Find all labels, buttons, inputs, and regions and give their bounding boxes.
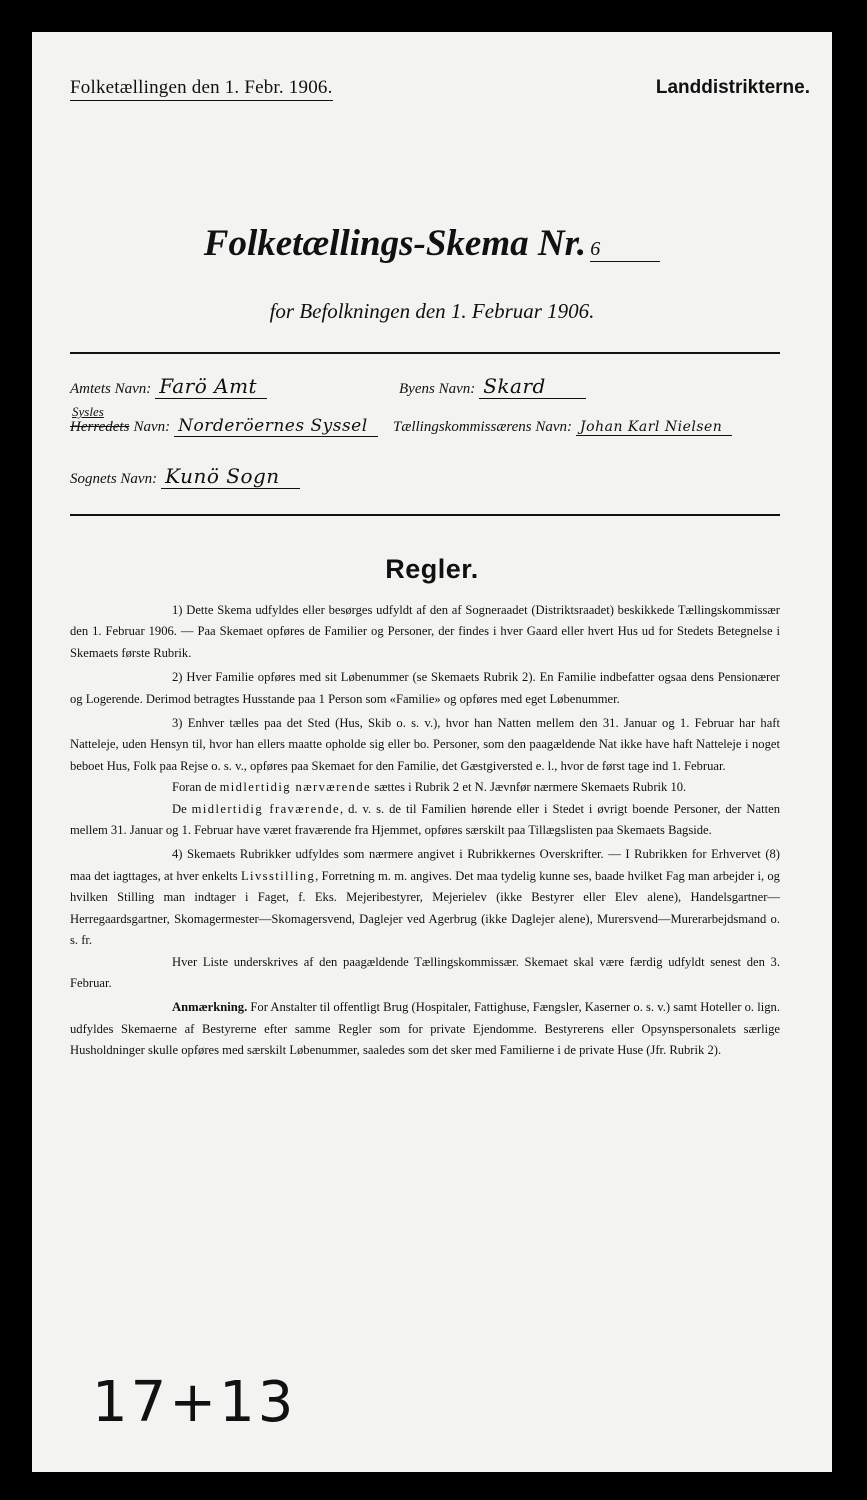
amt-label: Amtets Navn: xyxy=(70,381,152,397)
sogn-value: Kunö Sogn xyxy=(161,464,300,489)
herred-value: Norderöernes Syssel xyxy=(174,416,378,437)
herred-over-text: Sysles xyxy=(72,404,104,419)
rule-3: 3) Enhver tælles paa det Sted (Hus, Skib o. s. v.), hvor han Natten mellem den 31. Januar og 1. Februar har haft Natteleje, uden Hensyn til, hvor han ellers maatte opholde sig eller bo. Personer, som den paagældende Nat ikke have haft Natteleje i noget beboet Hus, Folk paa Rejse o. s. v., opføres paa Skemaet for den Familie, det Gæstgiversted e. l., hvor de først tage ind 1. Februar. xyxy=(70,716,780,773)
note-text: For Anstalter til offentligt Brug (Hospitaler, Fattighuse, Fængsler, Kaserner o. s. v.) samt Hoteller o. lign. udfyldes Skemaerne af Bestyrerne efter samme Regler som for private Ejendomme. Bestyrerens eller Opsynspersonalets særlige Husholdninger skulle opføres med særskilt Løbenummer, saaledes som det sker med Familierne i de private Huse (Jfr. Rubrik 2). xyxy=(70,1000,780,1058)
form-subtitle: for Befolkningen den 1. Februar 1906. xyxy=(269,299,595,323)
rule-4-spaced: Livsstilling xyxy=(240,868,316,883)
rule-4-pre: 4) Skemaets Rubrikker udfyldes som nærmere angivet i Rubrikkernes Overskrifter. — I Rubrikken for Erhvervet (8) maa det iagttages, at hver enkelts xyxy=(70,847,780,883)
rule-3c-post: , d. v. s. de til Familien hørende eller i Stedet i øvrigt boende Personer, der Natten mellem 31. Januar og 1. Februar have været fraværende fra Hjemmet, opføres særskilt paa Tillægslisten paa Skemaets Bagside. xyxy=(70,801,780,838)
herred-struck-label: Herredets xyxy=(70,419,130,435)
rule-3b-post: sættes i Rubrik 2 et N. Jævnfør nærmere Skemaets Rubrik 10. xyxy=(371,780,687,795)
rule-3b-spaced: midlertidig nærværende xyxy=(219,780,372,795)
by-value: Skard xyxy=(479,374,586,399)
kommissaer-value: Johan Karl Nielsen xyxy=(576,419,732,436)
rule-2: 2) Hver Familie opføres med sit Løbenummer (se Skemaets Rubrik 2). En Familie indbefatter ogsaa dens Pensionærer og Logerende. Derimod betragtes Husstande paa 1 Person som «Familie» og opføres med eget Løbenummer. xyxy=(70,670,780,706)
rule-3b xyxy=(70,777,780,798)
field-amt xyxy=(70,374,267,398)
divider-bottom xyxy=(70,514,780,516)
herred-label: Navn: xyxy=(133,419,171,435)
handwritten-tally: 17+13 xyxy=(92,1370,297,1435)
census-form-sheet xyxy=(32,32,832,1472)
rule-4b: Hver Liste underskrives af den paagældende Tællingskommissær. Skemaet skal være færdig udfyldt senest den 3. Februar. xyxy=(70,954,780,990)
rule-3c-spaced: midlertidig fraværende xyxy=(191,801,341,816)
form-title-text: Folketællings-Skema Nr. xyxy=(203,223,587,264)
form-title xyxy=(32,222,832,265)
form-number: 6 xyxy=(590,238,660,262)
rules-body xyxy=(70,600,780,1065)
header-district-type: Landdistrikterne. xyxy=(655,77,810,98)
note-label: Anmærkning. xyxy=(172,1000,248,1015)
field-kommissaer xyxy=(393,418,732,436)
field-sogn xyxy=(70,464,300,488)
field-by xyxy=(399,374,586,398)
amt-value: Farö Amt xyxy=(155,374,267,399)
by-label: Byens Navn: xyxy=(399,381,476,397)
rules-note xyxy=(70,997,780,1061)
herred-label-group xyxy=(70,404,130,436)
divider-top xyxy=(70,352,780,354)
kommissaer-label: Tællingskommissærens Navn: xyxy=(393,419,573,435)
rule-1: 1) Dette Skema udfyldes eller besørges udfyldt af den af Sogneraadet (Distriktsraadet) beskikkede Tællingskommissær den 1. Februar 1906. — Paa Skemaet opføres de Familier og Personer, der findes i hver Gaard eller hvert Hus ud for Stedets Betegnelse i Skemaets første Rubrik. xyxy=(70,603,780,660)
field-herred xyxy=(70,404,378,436)
rule-4-post: , Forretning m. m. angives. Det maa tydelig kunne ses, baade hvilket Fag man arbejder i, og hvilken Stilling man indtager i Faget, f. Eks. Mejeribestyrer, Mejerielev (ikke Bestyrer eller Elev alene), Handelsgartner—Herregaardsgartner, Skomagermester—Skomagersvend, Daglejer ved Agerbrug (ikke Daglejer alene), Murersvend—Murerarbejdsmand o. s. fr. xyxy=(70,868,780,948)
rule-3c xyxy=(70,799,780,842)
rules-heading: Regler. xyxy=(385,554,479,584)
sogn-label: Sognets Navn: xyxy=(70,471,158,487)
rule-4 xyxy=(70,844,780,951)
rule-3c-pre: De xyxy=(172,801,192,816)
rule-3b-pre: Foran de xyxy=(172,780,220,795)
header-census-date: Folketællingen den 1. Febr. 1906. xyxy=(70,77,333,101)
